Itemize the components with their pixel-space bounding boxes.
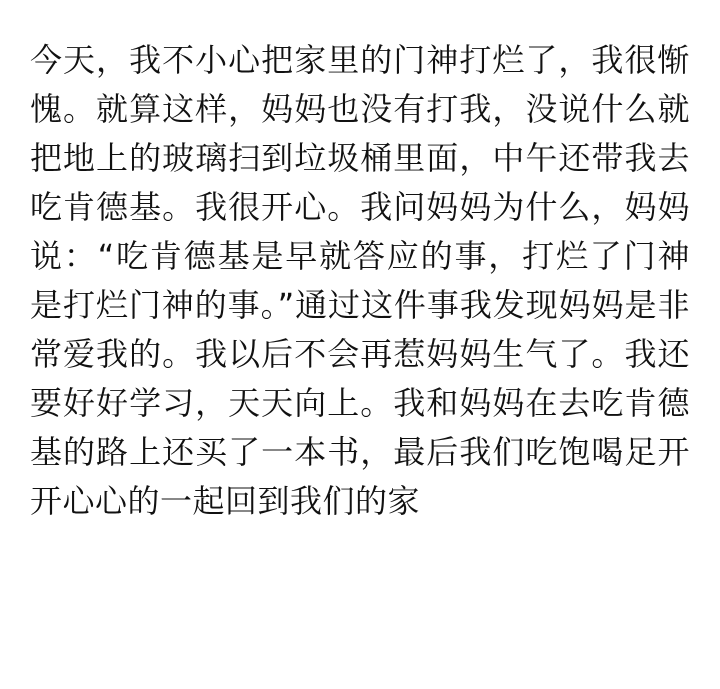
- document-paragraph: 今天，我不小心把家里的门神打烂了，我很惭愧。就算这样，妈妈也没有打我，没说什么就把地上的玻璃扫到垃圾桶里面，中午还带我去吃肯德基。我很开心。我问妈妈为什么，妈妈说：“吃肯德基是早就答应的事，打烂了门神是打烂门神的事。”通过这件事我发现妈妈是非常爱我的。我以后不会再惹妈妈生气了。我还要好好学习，天天向上。我和妈妈在去吃肯德基的路上还买了一本书，最后我们吃饱喝足开开心心的一起回到我们的家: [30, 41, 690, 520]
